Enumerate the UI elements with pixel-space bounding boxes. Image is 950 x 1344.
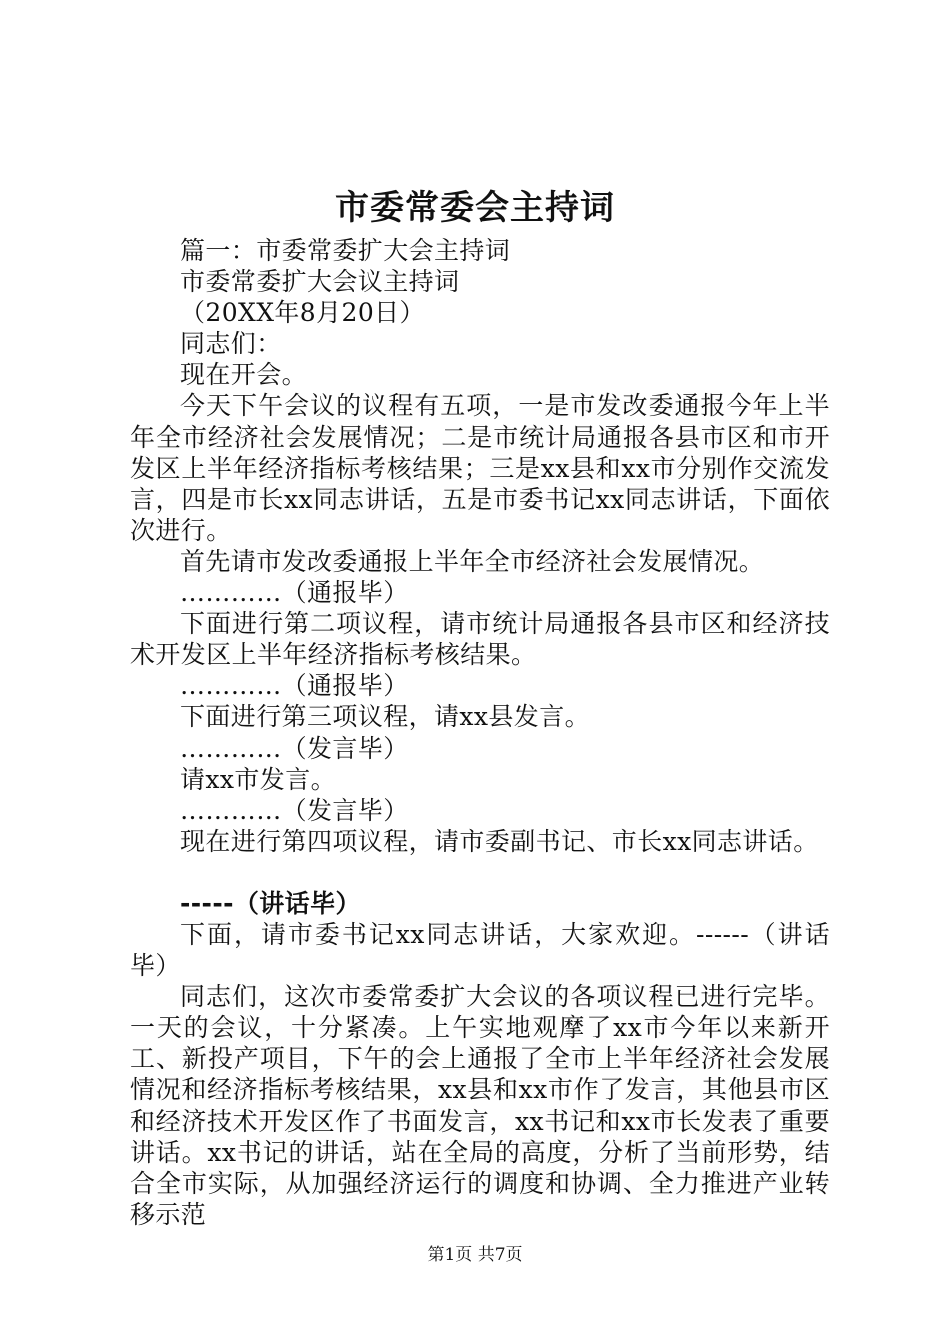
page-footer: 第1页 共7页 (427, 1245, 523, 1265)
document-body (130, 235, 830, 1230)
paragraph-opening: 现在开会。 (180, 360, 308, 390)
paragraph-speech-end-one: -----（讲话毕） (180, 888, 361, 918)
paragraph-date: （20XX年8月20日） (180, 298, 425, 328)
paragraph-ellipsis-report-two: …………（通报毕） (180, 671, 409, 701)
paragraph-closing: 同志们，这次市委常委扩大会议的各项议程已进行完毕。一天的会议，十分紧凑。上午实地观摩了xx市今年以来新开工、新投产项目，下午的会上通报了全市上半年经济社会发展情况和经济指标考核结果，xx县和xx市作了发言，其他县市区和经济技术开发区作了书面发言，xx书记和xx市长发表了重要讲话。xx书记的讲话，站在全局的高度，分析了当前形势，结合全市实际，从加强经济运行的调度和协调、全力推进产业转移示范 (130, 982, 830, 1229)
paragraph-item-one: 首先请市发改委通报上半年全市经济社会发展情况。 (180, 546, 765, 576)
paragraph-ellipsis-speech-two: …………（发言毕） (180, 795, 409, 825)
paragraph-section-heading: 篇一：市委常委扩大会主持词 (180, 236, 511, 265)
blank-line (130, 857, 830, 888)
paragraph-salutation: 同志们： (180, 329, 282, 359)
paragraph-subtitle: 市委常委扩大会议主持词 (180, 267, 460, 297)
paragraph-item-three: 下面进行第三项议程，请xx县发言。 (180, 702, 590, 732)
document-title: 市委常委会主持词 (335, 188, 615, 228)
paragraph-agenda: 今天下午会议的议程有五项，一是市发改委通报今年上半年全市经济社会发展情况；二是市统计局通报各县市区和市开发区上半年经济指标考核结果；三是xx县和xx市分别作交流发言，四是市长xx同志讲话，五是市委书记xx同志讲话，下面依次进行。 (130, 391, 830, 545)
paragraph-ellipsis-report-one: …………（通报毕） (180, 578, 409, 608)
paragraph-city-speech: 请xx市发言。 (180, 764, 336, 794)
paragraph-item-two: 下面进行第二项议程，请市统计局通报各县市区和经济技术开发区上半年经济指标考核结果。 (130, 609, 830, 670)
paragraph-item-five: 下面，请市委书记xx同志讲话，大家欢迎。------（讲话毕） (130, 919, 830, 981)
paragraph-ellipsis-speech-one: …………（发言毕） (180, 733, 409, 763)
paragraph-item-four: 现在进行第四项议程，请市委副书记、市长xx同志讲话。 (180, 826, 819, 856)
